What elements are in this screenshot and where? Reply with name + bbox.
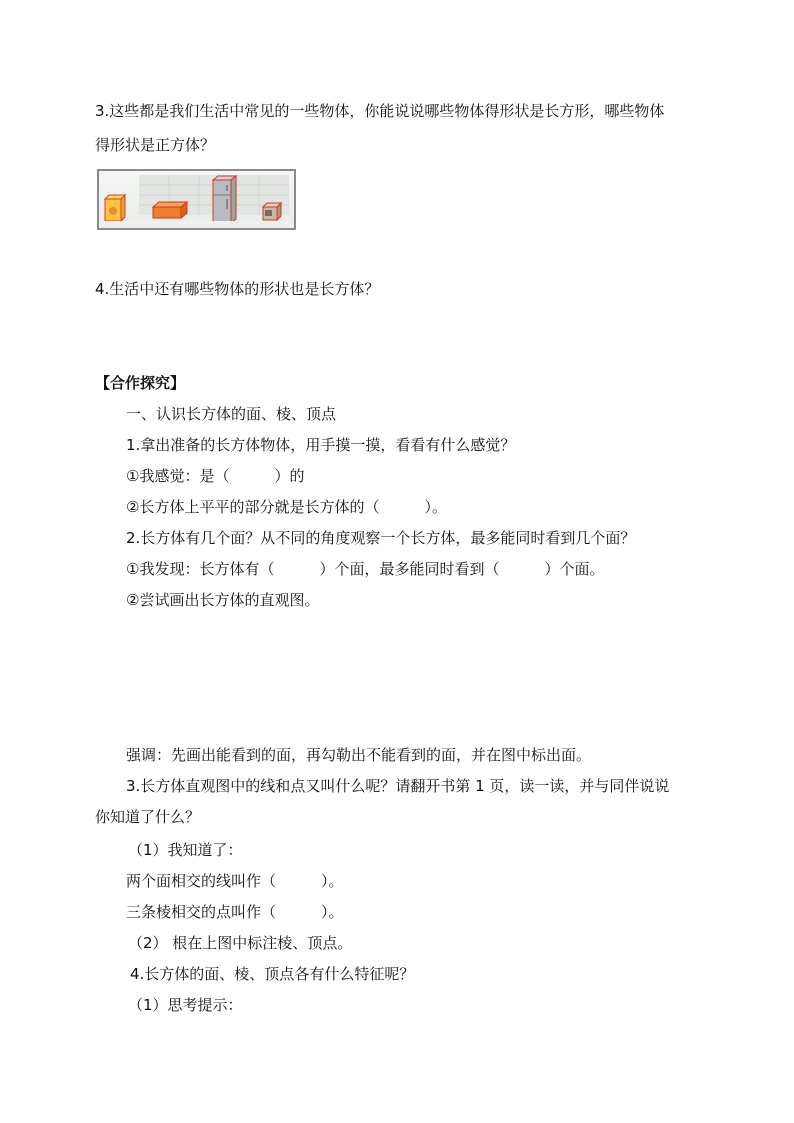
objects-figure: [97, 169, 296, 230]
item3-1: （1）我知道了：: [128, 841, 243, 859]
objects-illustration: [99, 171, 294, 228]
item4-1: （1）思考提示：: [128, 996, 243, 1014]
q3-line2: 得形状是正方体？: [95, 136, 216, 154]
emphasis-note: 强调：先画出能看到的面，再勾勒出不能看到的面，并在图中标出面。: [126, 746, 592, 764]
item3-1-b: 三条棱相交的点叫作（ ）。: [126, 903, 344, 921]
q3-line1: 3.这些都是我们生活中常见的一些物体，你能说说哪些物体得形状是长方形，哪些物体: [95, 102, 665, 120]
item3-1-a: 两个面相交的线叫作（ ）。: [126, 872, 344, 890]
item1-b: ②长方体上平平的部分就是长方体的（ ）。: [126, 498, 447, 516]
q4-text: 4.生活中还有哪些物体的形状也是长方体？: [95, 280, 380, 298]
part1-heading: 一、认识长方体的面、棱、顶点: [126, 405, 337, 423]
item4: 4.长方体的面、棱、顶点各有什么特征呢？: [130, 965, 415, 983]
item1: 1.拿出准备的长方体物体，用手摸一摸，看看有什么感觉？: [126, 436, 516, 454]
juice-box: [105, 195, 125, 221]
item3-line1: 3.长方体直观图中的线和点又叫什么呢？请翻开书第 1 页，读一读，并与同伴说说: [126, 777, 670, 795]
refrigerator: [213, 176, 236, 223]
item1-a: ①我感觉：是（ ）的: [126, 467, 305, 485]
item2-b: ②尝试画出长方体的直观图。: [126, 591, 320, 609]
item2: 2.长方体有几个面？从不同的角度观察一个长方体，最多能同时看到几个面？: [126, 529, 636, 547]
flat-box: [153, 202, 187, 218]
item3-2: （2） 根在上图中标注棱、顶点。: [128, 934, 353, 952]
small-cube-box: [263, 203, 281, 220]
item2-a: ①我发现：长方体有（ ）个面，最多能同时看到（ ）个面。: [126, 560, 605, 578]
item3-line2: 你知道了什么？: [95, 808, 201, 826]
section-title: 【合作探究】: [95, 374, 186, 392]
